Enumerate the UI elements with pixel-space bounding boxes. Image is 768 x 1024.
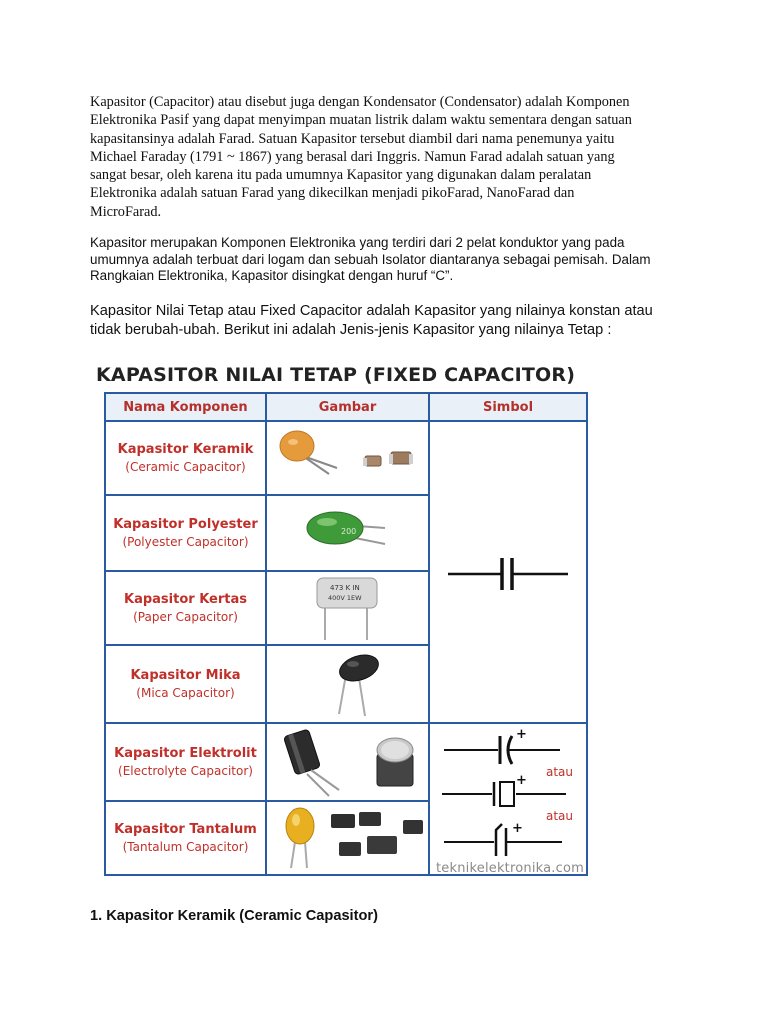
plus-sign: +: [516, 727, 527, 742]
header-nama-komponen: Nama Komponen: [104, 392, 267, 422]
text-line: Kapasitor Nilai Tetap atau Fixed Capacitor adalah Kapasitor yang nilainya konstan atau: [90, 303, 653, 319]
figure-title: KAPASITOR NILAI TETAP (FIXED CAPACITOR): [96, 364, 576, 386]
component-name: Kapasitor Keramik: [117, 442, 254, 457]
text-line: sangat besar, oleh karena itu pada umumnya Kapasitor yang digunakan dalam peralatan: [90, 167, 592, 184]
text-line: Elektronika adalah satuan Farad yang dikecilkan menjadi pikoFarad, NanoFarad dan: [90, 185, 575, 202]
section-heading: 1. Kapasitor Keramik (Ceramic Capasitor): [90, 908, 378, 924]
polarized-capacitor-symbol-cell: [428, 722, 588, 876]
plus-sign: +: [516, 773, 527, 788]
component-name: Kapasitor Mika: [130, 668, 241, 683]
row-ceramic-name: [104, 420, 267, 496]
intro-paragraph: [90, 93, 690, 221]
definition-paragraph: [90, 235, 690, 285]
ceramic-picture-cell: [265, 420, 430, 496]
component-name: Kapasitor Polyester: [113, 517, 258, 532]
text-line: Kapasitor merupakan Komponen Elektronika yang terdiri dari 2 pelat konduktor yang pada: [90, 235, 625, 250]
header-simbol: Simbol: [428, 392, 588, 422]
tantalum-picture-cell: [265, 800, 430, 876]
component-english-name: (Paper Capacitor): [133, 610, 238, 624]
electrolyte-capacitor-image: [267, 724, 427, 798]
component-name: Kapasitor Tantalum: [114, 822, 257, 837]
plus-sign: +: [512, 821, 523, 836]
text-line: Elektronika Pasif yang dapat menyimpan muatan listrik dalam waktu sementara dengan satuan: [90, 112, 632, 129]
watermark: teknikelektronika.com: [436, 861, 584, 876]
electrolyte-picture-cell: [265, 722, 430, 802]
ceramic-capacitor-image: [267, 422, 427, 492]
paper-picture-cell: [265, 570, 430, 646]
row-mica-name: [104, 644, 267, 724]
polyester-capacitor-image: [267, 496, 427, 568]
component-english-name: (Mica Capacitor): [136, 686, 235, 700]
polyester-marking: 200: [341, 527, 357, 536]
text-line: MicroFarad.: [90, 203, 162, 220]
capacitor-symbol: [430, 422, 586, 722]
fixed-capacitor-figure: [90, 362, 600, 882]
component-english-name: (Polyester Capacitor): [122, 535, 249, 549]
atau-label: atau: [546, 809, 574, 823]
component-english-name: (Ceramic Capacitor): [125, 460, 246, 474]
row-polyester-name: [104, 494, 267, 572]
capacitor-table: [104, 392, 588, 876]
polyester-picture-cell: [265, 494, 430, 572]
tantalum-capacitor-image: [267, 802, 427, 872]
text-line: Rangkaian Elektronika, Kapasitor disingkat dengan huruf “C”.: [90, 268, 454, 283]
component-name: Kapasitor Kertas: [124, 592, 247, 607]
component-english-name: (Tantalum Capacitor): [122, 840, 249, 854]
mica-picture-cell: [265, 644, 430, 724]
text-line: Kapasitor (Capacitor) atau disebut juga dengan Kondensator (Condensator) adalah Komponen: [90, 94, 630, 110]
fixed-capacitor-paragraph: [90, 302, 690, 340]
fixed-capacitor-symbol-cell: [428, 420, 588, 724]
paper-marking-2: 400V 1EW: [328, 594, 362, 602]
atau-label: atau: [546, 765, 574, 779]
text-line: umumnya adalah terbuat dari logam dan sebuah Isolator diantaranya sebagai pemisah. Dalam: [90, 251, 651, 267]
row-electrolyte-name: [104, 722, 267, 802]
mica-capacitor-image: [267, 646, 427, 720]
paper-marking-1: 473 K IN: [330, 584, 360, 592]
text-line: kapasitansinya adalah Farad. Satuan Kapasitor tersebut diambil dari nama penemunya yaitu: [90, 130, 615, 147]
header-gambar: Gambar: [265, 392, 430, 422]
paper-capacitor-image: [267, 572, 427, 642]
component-english-name: (Electrolyte Capacitor): [118, 764, 253, 778]
polarized-capacitor-symbols: [430, 724, 586, 874]
row-tantalum-name: [104, 800, 267, 876]
text-line: Michael Faraday (1791 ~ 1867) yang berasal dari Inggris. Namun Farad adalah satuan yang: [90, 148, 615, 165]
component-name: Kapasitor Elektrolit: [114, 746, 257, 761]
text-line: tidak berubah-ubah. Berikut ini adalah Jenis-jenis Kapasitor yang nilainya Tetap :: [90, 322, 612, 338]
row-paper-name: [104, 570, 267, 646]
